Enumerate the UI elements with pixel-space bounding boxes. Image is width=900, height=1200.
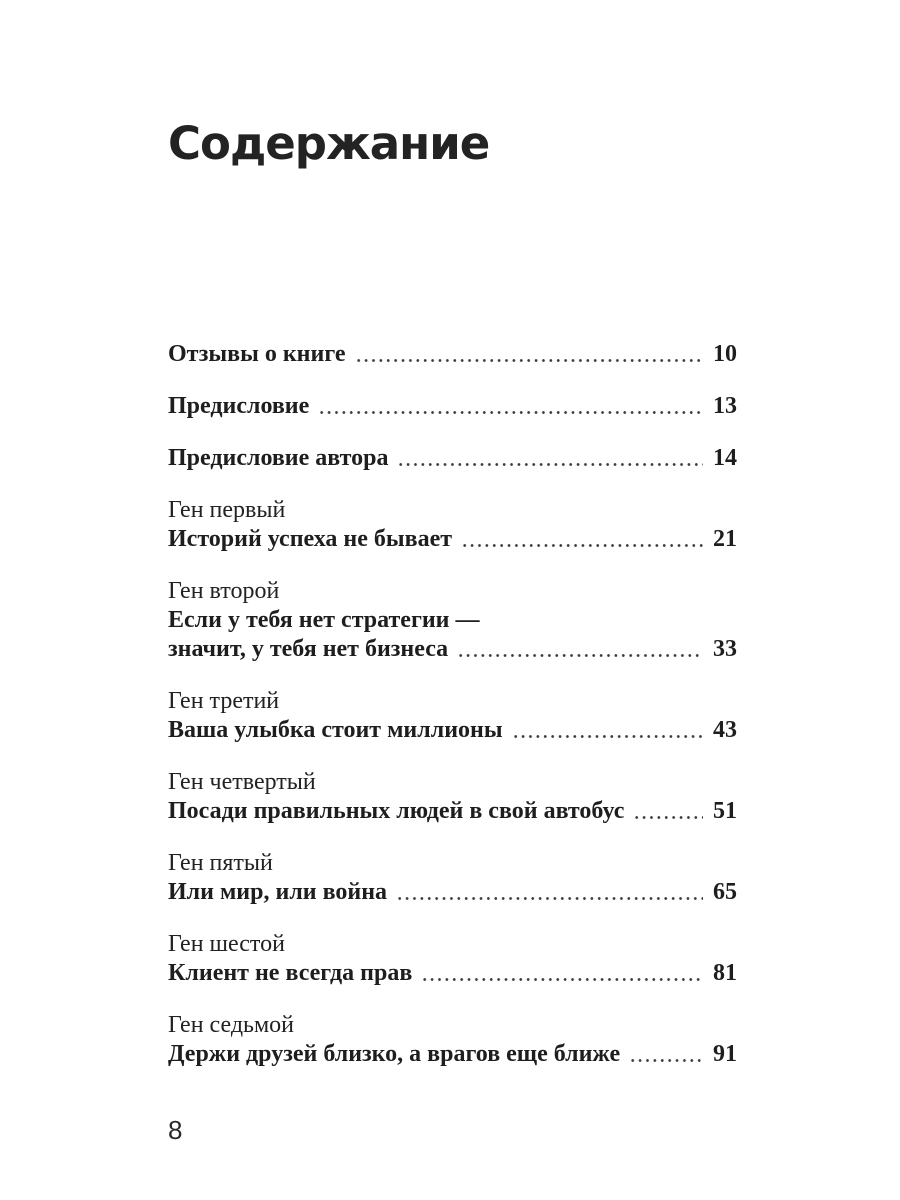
dotted-leader (461, 543, 703, 548)
toc-entry (168, 577, 737, 664)
toc-entry (168, 392, 737, 421)
toc-title-line (168, 959, 737, 988)
toc-page-number: 13 (713, 393, 737, 419)
toc-page-number: 33 (713, 636, 737, 662)
toc-entry-title: Клиент не всегда прав (168, 960, 413, 986)
toc-entry-title: Если у тебя нет стратегии — (168, 607, 480, 633)
dotted-leader (421, 977, 703, 982)
dotted-leader (629, 1058, 703, 1063)
toc-title-line (168, 635, 737, 664)
toc-title-line (168, 392, 737, 421)
toc-entry-title: Отзывы о книге (168, 341, 346, 367)
toc-page-number: 81 (713, 960, 737, 986)
toc-page-number: 21 (713, 526, 737, 552)
toc-chapter-label: Ген первый (168, 497, 286, 523)
toc-entry (168, 930, 737, 988)
toc-entry (168, 849, 737, 907)
folio-page-number: 8 (168, 1115, 183, 1145)
dotted-leader (633, 815, 703, 820)
toc-chapter-label: Ген четвертый (168, 769, 316, 795)
toc-entry-title: Или мир, или война (168, 879, 388, 905)
toc-chapter-label: Ген второй (168, 578, 280, 604)
toc-page-number: 51 (713, 798, 737, 824)
toc-entry-title: Ваша улыбка стоит миллионы (168, 717, 503, 743)
toc-entry-title: Посади правильных людей в свой автобус (168, 798, 625, 824)
toc-chapter-label: Ген шестой (168, 931, 285, 957)
toc-entry (168, 1011, 737, 1069)
toc-title-line (168, 716, 737, 745)
toc-page-number: 65 (713, 879, 737, 905)
toc-entry (168, 687, 737, 745)
toc-page-number: 91 (713, 1041, 737, 1067)
toc-chapter-label: Ген третий (168, 688, 280, 714)
toc-title-line (168, 340, 737, 369)
toc-entry-title: Предисловие автора (168, 445, 389, 471)
toc-entry (168, 340, 737, 369)
toc-entry-title: значит, у тебя нет бизнеса (168, 636, 449, 662)
dotted-leader (396, 896, 703, 901)
toc-chapter-label: Ген седьмой (168, 1012, 295, 1038)
dotted-leader (457, 653, 703, 658)
toc-title-line (168, 797, 737, 826)
toc-title-line (168, 525, 737, 554)
toc-page-number: 43 (713, 717, 737, 743)
toc-title-line (168, 606, 737, 635)
toc-entry (168, 444, 737, 473)
toc-entry (168, 768, 737, 826)
toc-page-number: 14 (713, 445, 737, 471)
dotted-leader (512, 734, 703, 739)
toc-entry-title: Историй успеха не бывает (168, 526, 453, 552)
toc-title-line (168, 1040, 737, 1069)
toc-list (168, 340, 737, 1069)
dotted-leader (397, 462, 703, 467)
toc-title-line (168, 444, 737, 473)
page-title: Содержание (168, 117, 490, 170)
dotted-leader (318, 410, 703, 415)
toc-entry-title: Предисловие (168, 393, 310, 419)
toc-entry (168, 496, 737, 554)
toc-title-line (168, 878, 737, 907)
toc-page-number: 10 (713, 341, 737, 367)
toc-chapter-label: Ген пятый (168, 850, 273, 876)
dotted-leader (355, 358, 703, 363)
toc-entry-title: Держи друзей близко, а врагов еще ближе (168, 1041, 621, 1067)
